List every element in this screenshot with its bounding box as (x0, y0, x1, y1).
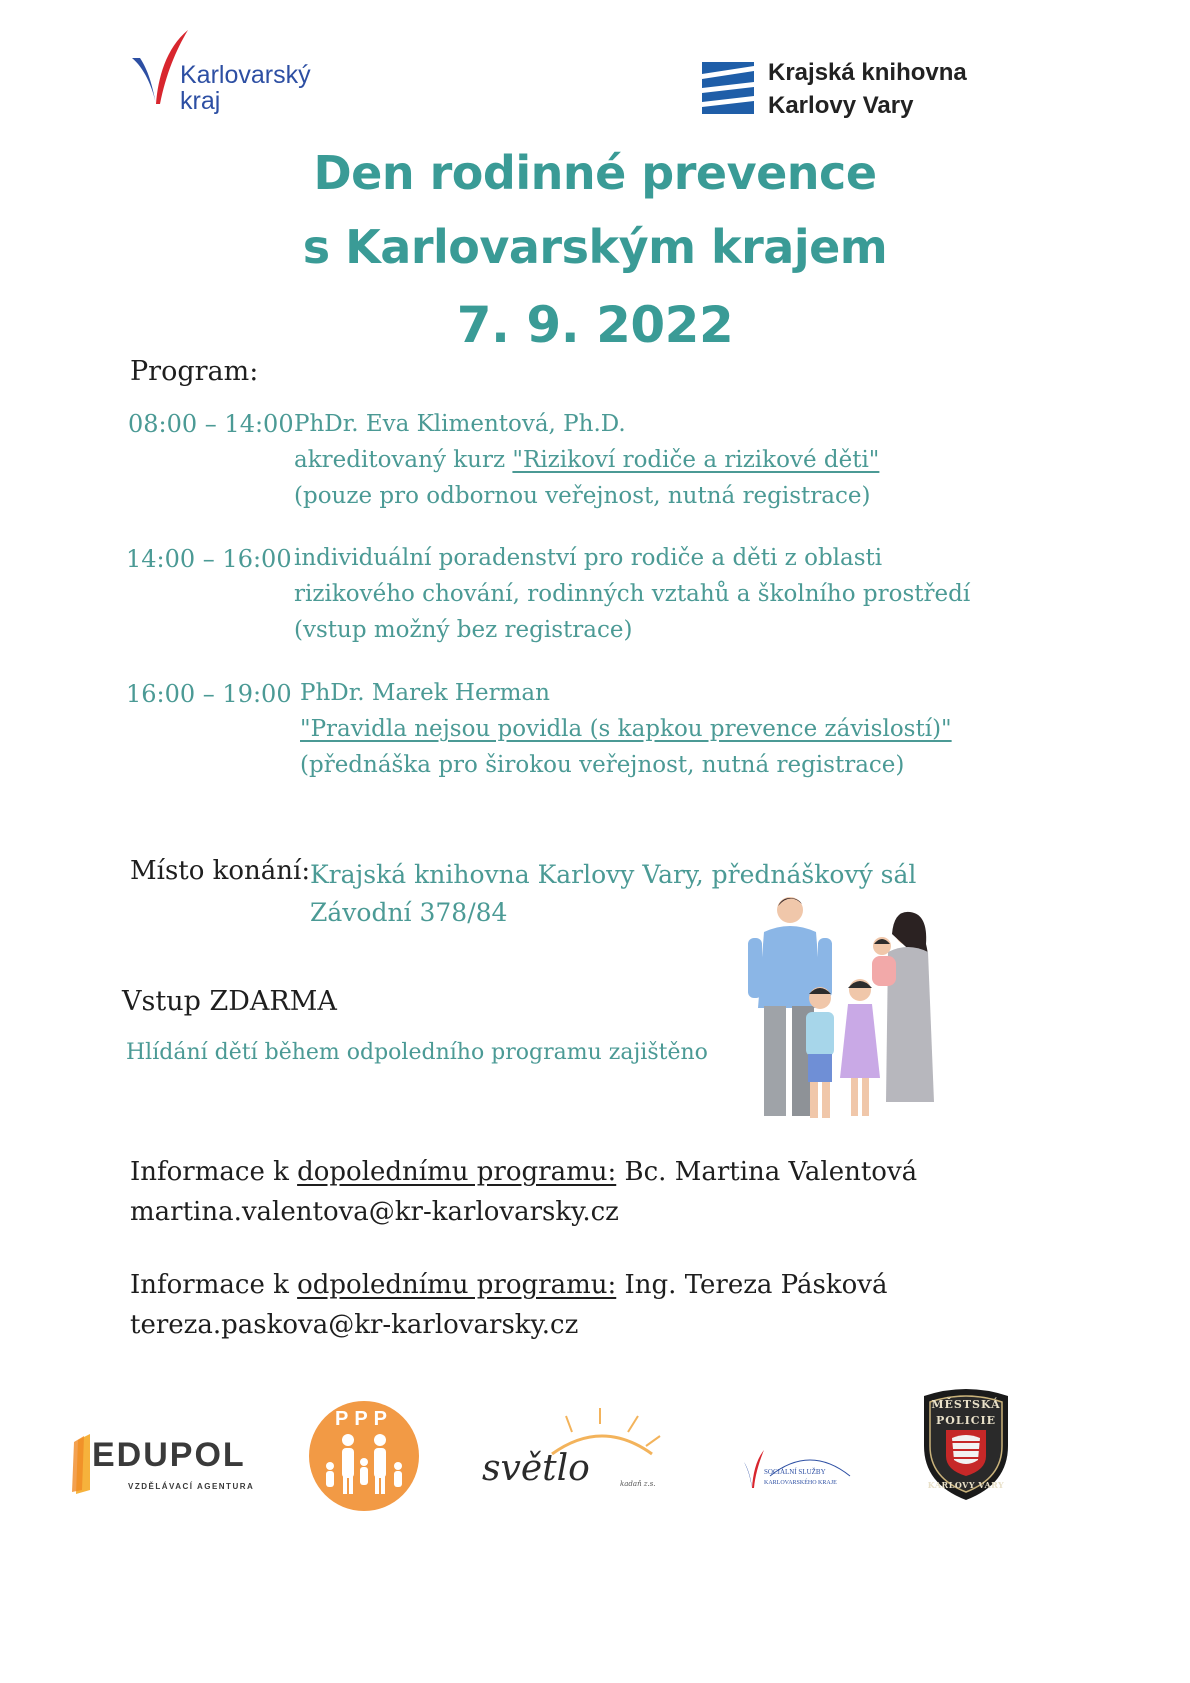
social-services-logo (742, 1446, 862, 1496)
program-item-3-speaker: PhDr. Marek Herman (300, 680, 550, 706)
region-logo-line2: kraj (180, 87, 221, 115)
program-item-2 (294, 540, 1094, 648)
svetlo-logo (482, 1408, 692, 1498)
entry-label: Vstup ZDARMA (122, 986, 337, 1017)
svetlo-sub: kadaň z.s. (620, 1480, 656, 1488)
venue-label: Místo konání: (130, 856, 311, 886)
family-illustration (738, 888, 958, 1128)
police-bottom-text: KARLOVY VARY (927, 1480, 1005, 1490)
program-item-1-course (294, 442, 1054, 478)
edupol-logo (70, 1430, 270, 1500)
contact-morning-topic: dopolednímu programu: (297, 1157, 617, 1187)
svetlo-name: světlo (482, 1448, 590, 1489)
library-logo (702, 56, 992, 126)
contact-morning-line (130, 1152, 917, 1192)
edupol-mark-icon (70, 1432, 94, 1496)
city-police-badge (918, 1386, 1014, 1502)
program-item-2-line2: rizikového chování, rodinných vztahů a školního prostředí (294, 581, 971, 607)
police-top-text: MĚSTSKÁ (931, 1398, 1001, 1411)
contact-morning-email[interactable]: martina.valentova@kr-karlovarsky.cz (130, 1197, 619, 1227)
program-item-1-course-title: "Rizikoví rodiče a rizikové děti" (512, 447, 880, 473)
region-logo (130, 28, 330, 115)
edupol-sub: VZDĚLÁVACÍ AGENTURA (128, 1482, 255, 1491)
contact-afternoon-email[interactable]: tereza.paskova@kr-karlovarsky.cz (130, 1310, 579, 1340)
contact-afternoon-prefix: Informace k (130, 1270, 298, 1300)
program-item-1 (294, 406, 1054, 514)
event-title-line2: s Karlovarským krajem (302, 220, 888, 274)
program-item-1-note: (pouze pro odbornou veřejnost, nutná registrace) (294, 483, 871, 509)
program-heading: Program: (130, 356, 259, 387)
venue-line1: Krajská knihovna Karlovy Vary, přednáškový sál (310, 860, 917, 889)
entry-note: Hlídání dětí během odpoledního programu zajištěno (126, 1040, 708, 1065)
contact-morning (130, 1152, 917, 1232)
contact-morning-prefix: Informace k (130, 1157, 298, 1187)
region-logo-line1: Karlovarský (180, 61, 311, 89)
police-mid-text: POLICIE (935, 1414, 997, 1427)
library-logo-line2: Karlovy Vary (768, 92, 914, 119)
event-title-line1: Den rodinné prevence (313, 146, 877, 200)
program-item-2-line1: individuální poradenství pro rodiče a děti z oblasti (294, 545, 883, 571)
event-date: 7. 9. 2022 (456, 296, 734, 354)
contact-morning-person: Bc. Martina Valentová (616, 1157, 918, 1187)
program-item-2-note: (vstup možný bez registrace) (294, 617, 633, 643)
edupol-name: EDUPOL (92, 1436, 246, 1474)
library-logo-line1: Krajská knihovna (768, 59, 967, 86)
program-time-2: 14:00 – 16:00 (126, 545, 292, 573)
contact-afternoon-line (130, 1265, 887, 1305)
ppp-name: PPP (334, 1408, 394, 1430)
program-time-3: 16:00 – 19:00 (126, 680, 292, 708)
contact-afternoon (130, 1265, 887, 1345)
program-item-1-speaker: PhDr. Eva Klimentová, Ph.D. (294, 411, 626, 437)
contact-afternoon-person: Ing. Tereza Pásková (616, 1270, 888, 1300)
program-item-3-lecture-title: "Pravidla nejsou povidla (s kapkou prevence závislostí)" (300, 716, 952, 742)
social-services-line1: SOCIÁLNÍ SLUŽBY (764, 1468, 826, 1476)
ppp-logo (308, 1400, 420, 1512)
social-services-line2: KARLOVARSKÉHO KRAJE (764, 1480, 837, 1486)
contact-afternoon-topic: odpolednímu programu: (297, 1270, 617, 1300)
program-time-1: 08:00 – 14:00 (128, 410, 294, 438)
program-item-3 (300, 675, 1080, 783)
program-item-1-course-prefix: akreditovaný kurz (294, 447, 513, 473)
venue-line2: Závodní 378/84 (310, 898, 508, 927)
library-logo-mark-icon (702, 62, 754, 114)
program-item-3-note: (přednáška pro širokou veřejnost, nutná registrace) (300, 752, 905, 778)
